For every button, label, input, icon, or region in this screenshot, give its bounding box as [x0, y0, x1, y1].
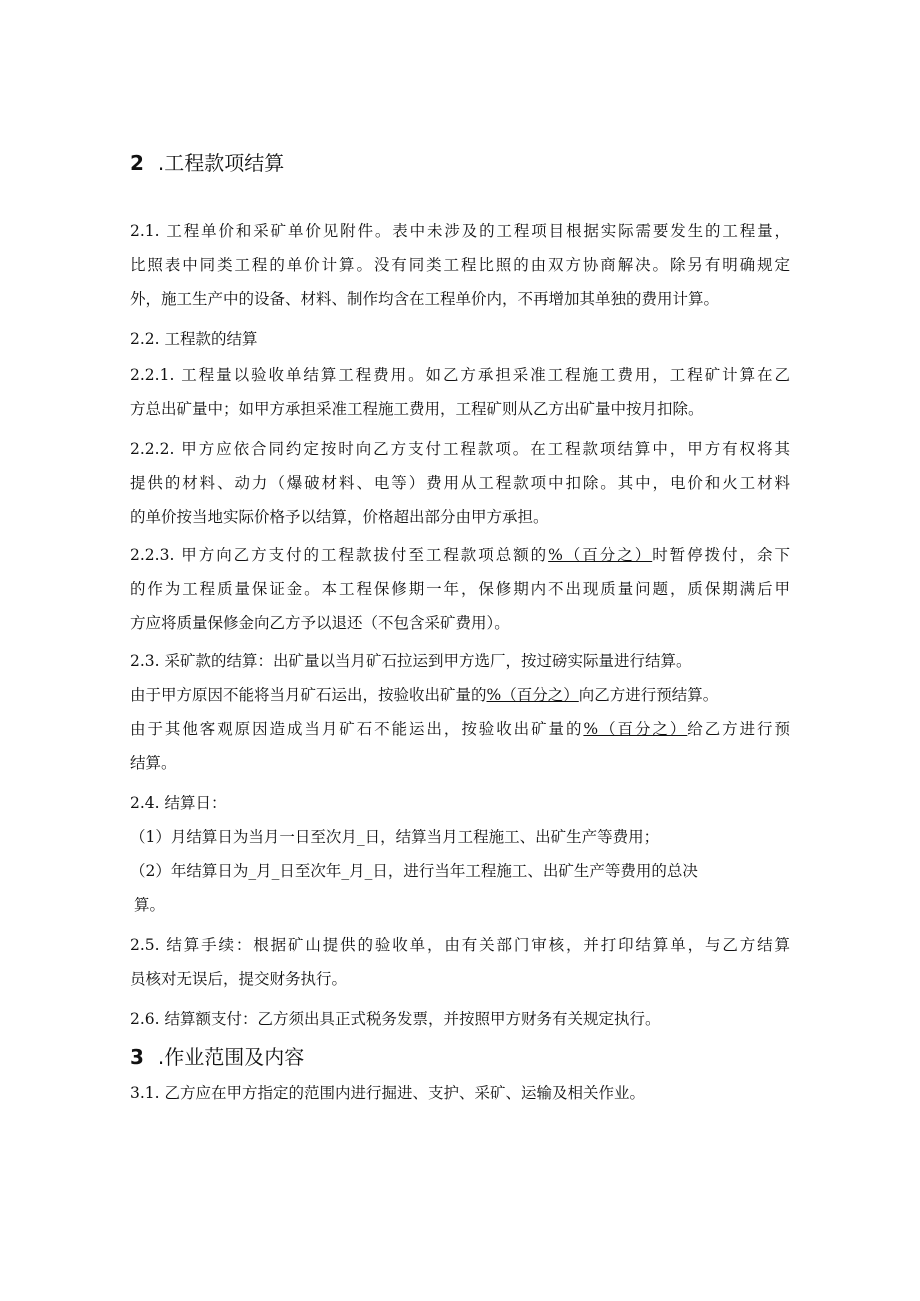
text-line: 外，施工生产中的设备、材料、制作均含在工程单价内，不再增加其单独的费用计算。 — [130, 290, 720, 308]
text-segment: 向乙方进行预结算。 — [578, 686, 719, 704]
text-line: 结算。 — [130, 754, 177, 772]
section-2-heading — [130, 150, 284, 176]
text-line — [130, 538, 790, 572]
text-line: 2.5. 结算手续：根据矿山提供的验收单，由有关部门审核，并打印结算单，与乙方结算 — [130, 936, 790, 954]
text-line: 2.2.2. 甲方应依合同约定按时向乙方支付工程款项。在工程款项结算中，甲方有权将其 — [130, 440, 790, 458]
section-number: 2 — [130, 151, 144, 175]
text-segment: 由于甲方原因不能将当月矿石运出，按验收出矿量的 — [130, 686, 487, 704]
paragraph-2-5 — [130, 928, 790, 996]
blank-percent: %（百分之） — [548, 546, 653, 564]
paragraph-3-1 — [130, 1076, 790, 1110]
section-title: .工程款项结算 — [157, 151, 285, 175]
section-number: 3 — [130, 1045, 144, 1069]
text-line: 的单价按当地实际价格予以结算，价格超出部分由甲方承担。 — [130, 508, 549, 526]
text-line: 2.2. 工程款的结算 — [130, 330, 258, 348]
text-line: 方应将质量保修金向乙方予以退还（不包含采矿费用）。 — [130, 614, 510, 632]
paragraph-2-2-2 — [130, 432, 790, 534]
paragraph-2-1 — [130, 214, 790, 316]
text-line: 2.3. 采矿款的结算：出矿量以当月矿石拉运到甲方选厂，按过磅实际量进行结算。 — [130, 652, 692, 670]
text-line: 算。 — [134, 896, 166, 914]
text-line: 比照表中同类工程的单价计算。没有同类工程比照的由双方协商解决。除另有明确规定 — [130, 256, 790, 274]
section-3-heading — [130, 1044, 304, 1070]
text-line: 提供的材料、动力（爆破材料、电等）费用从工程款项中扣除。其中，电价和火工材料 — [130, 474, 790, 492]
list-item: （2）年结算日为_月_日至次年_月_日，进行当年工程施工、出矿生产等费用的总决 — [130, 862, 698, 880]
paragraph-2-2-3 — [130, 538, 790, 640]
text-line: 2.2.1. 工程量以验收单结算工程费用。如乙方承担采准工程施工费用，工程矿计算在乙 — [130, 366, 790, 384]
text-line: 2.1. 工程单价和采矿单价见附件。表中未涉及的工程项目根据实际需要发生的工程量， — [130, 222, 790, 240]
text-line — [130, 712, 790, 746]
text-line: 2.4. 结算日： — [130, 794, 227, 812]
paragraph-2-4 — [130, 786, 790, 922]
paragraph-2-2 — [130, 322, 790, 356]
text-segment: 由于其他客观原因造成当月矿石不能运出，按验收出矿量的 — [130, 720, 584, 738]
text-line: 的作为工程质量保证金。本工程保修期一年，保修期内不出现质量问题，质保期满后甲 — [130, 580, 790, 598]
text-segment: 给乙方进行预 — [687, 720, 790, 738]
list-item: （1）月结算日为当月一日至次月_日，结算当月工程施工、出矿生产等费用； — [130, 828, 660, 846]
text-line: 2.6. 结算额支付：乙方须出具正式税务发票，并按照甲方财务有关规定执行。 — [130, 1010, 661, 1028]
text-segment: 2.2.3. 甲方向乙方支付的工程款拔付至工程款项总额的 — [130, 546, 549, 564]
text-segment: 时暂停拨付，余下 — [652, 546, 790, 564]
text-line — [130, 678, 790, 712]
blank-percent: %（百分之） — [583, 720, 688, 738]
text-line: 方总出矿量中；如甲方承担采准工程施工费用，工程矿则从乙方出矿量中按月扣除。 — [130, 400, 704, 418]
paragraph-2-2-1 — [130, 358, 790, 426]
paragraph-2-3 — [130, 644, 790, 780]
text-line: 3.1. 乙方应在甲方指定的范围内进行掘进、支护、采矿、运输及相关作业。 — [130, 1084, 646, 1102]
paragraph-2-6 — [130, 1002, 790, 1036]
section-title: .作业范围及内容 — [157, 1045, 305, 1069]
text-line: 员核对无误后，提交财务执行。 — [130, 970, 348, 988]
blank-percent: %（百分之） — [486, 686, 579, 704]
